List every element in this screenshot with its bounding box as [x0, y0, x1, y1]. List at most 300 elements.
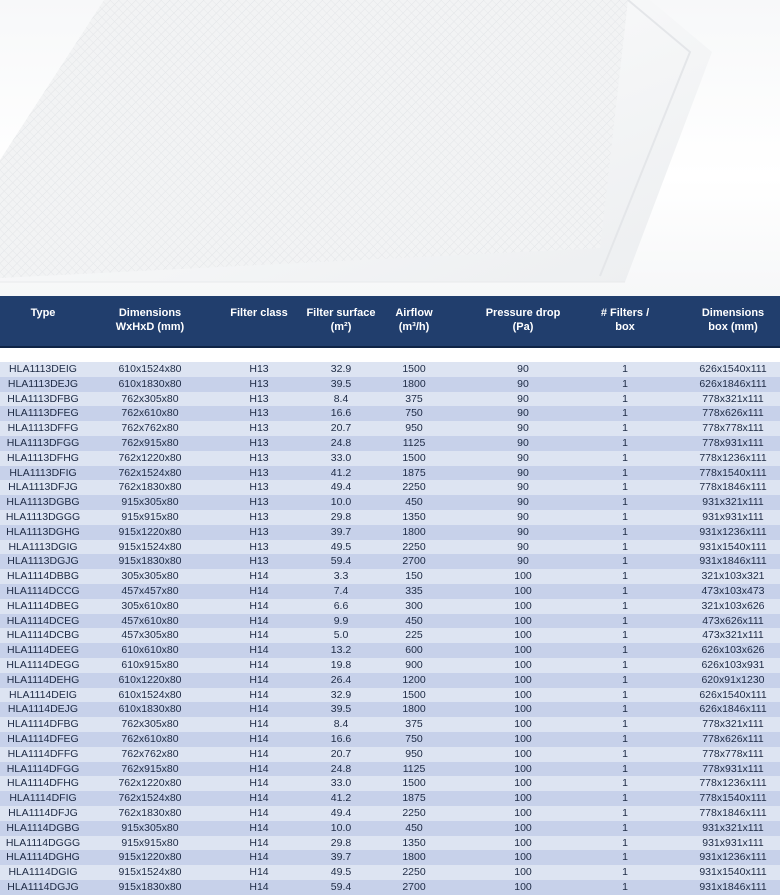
table-row [0, 466, 780, 481]
cell-pressure-drop: 100 [514, 629, 532, 642]
cell-type: HLA1114DBEG [7, 599, 79, 612]
cell-type: HLA1114DGJG [7, 880, 79, 893]
cell-airflow: 2250 [402, 806, 426, 819]
cell-dimensions-box: 778x626x111 [702, 407, 764, 420]
cell-filter-surface: 7.4 [333, 584, 349, 597]
cell-filter-class: H14 [249, 703, 269, 716]
cell-filter-surface: 13.2 [330, 644, 352, 657]
cell-dimensions-box: 931x1540x111 [699, 866, 767, 879]
cell-pressure-drop: 90 [517, 363, 529, 375]
cell-pressure-drop: 90 [517, 510, 529, 523]
table-row [0, 747, 780, 762]
cell-filters-per-box: 1 [622, 747, 628, 760]
cell-filters-per-box: 1 [622, 718, 628, 731]
cell-dimensions-box: 626x103x626 [701, 644, 765, 657]
table-row [0, 614, 780, 629]
cell-filters-per-box: 1 [622, 481, 628, 494]
cell-pressure-drop: 90 [517, 422, 529, 435]
cell-filters-per-box: 1 [622, 407, 628, 420]
cell-type: HLA1113DFBG [7, 392, 79, 405]
cell-type: HLA1113DFEG [7, 407, 79, 420]
cell-filters-per-box: 1 [622, 880, 628, 893]
cell-filter-surface: 39.7 [330, 525, 352, 538]
table-row [0, 643, 780, 658]
cell-airflow: 1500 [402, 688, 426, 701]
hepa-filter-panel-icon [0, 0, 780, 296]
cell-pressure-drop: 90 [517, 451, 529, 464]
table-row [0, 658, 780, 673]
cell-filters-per-box: 1 [622, 777, 628, 790]
cell-filter-surface: 8.4 [333, 392, 349, 405]
cell-dimensions: 610x1830x80 [118, 703, 182, 716]
cell-filter-class: H14 [249, 747, 269, 760]
cell-dimensions-box: 931x321x111 [702, 821, 764, 834]
cell-filter-surface: 24.8 [330, 436, 352, 449]
cell-dimensions-box: 778x321x111 [702, 718, 764, 731]
cell-dimensions: 915x1524x80 [118, 866, 182, 879]
cell-type: HLA1114DGGG [5, 836, 81, 849]
cell-dimensions-box: 778x1236x111 [699, 777, 767, 790]
cell-filter-class: H14 [249, 658, 269, 671]
cell-filter-surface: 32.9 [330, 363, 352, 375]
cell-type: HLA1114DFGG [6, 762, 80, 775]
cell-dimensions: 915x1830x80 [118, 880, 182, 893]
cell-dimensions-box: 778x1846x111 [699, 481, 767, 494]
cell-type: HLA1114DFHG [7, 777, 79, 790]
cell-filters-per-box: 1 [622, 392, 628, 405]
cell-dimensions: 762x305x80 [121, 718, 179, 731]
table-row [0, 377, 780, 392]
header-airflow: Airflow (m³/h) [395, 307, 433, 333]
cell-type: HLA1114DEHG [6, 673, 80, 686]
cell-dimensions: 457x305x80 [121, 629, 179, 642]
cell-dimensions: 610x1220x80 [118, 673, 182, 686]
cell-type: HLA1114DGBG [6, 821, 80, 834]
cell-filter-surface: 49.5 [330, 866, 352, 879]
cell-filter-surface: 16.6 [330, 407, 352, 420]
cell-pressure-drop: 100 [514, 658, 532, 671]
cell-filters-per-box: 1 [622, 363, 628, 375]
cell-type: HLA1113DGHG [6, 525, 80, 538]
cell-filter-surface: 26.4 [330, 673, 352, 686]
cell-pressure-drop: 90 [517, 496, 529, 509]
cell-dimensions: 610x610x80 [121, 644, 179, 657]
cell-filters-per-box: 1 [622, 851, 628, 864]
cell-filter-class: H14 [249, 688, 269, 701]
cell-dimensions-box: 778x778x111 [702, 747, 764, 760]
cell-dimensions: 915x915x80 [121, 510, 179, 523]
cell-filter-surface: 59.4 [330, 880, 352, 893]
cell-dimensions: 915x1220x80 [118, 851, 182, 864]
header-filter-class: Filter class [230, 307, 288, 319]
table-row [0, 673, 780, 688]
cell-filters-per-box: 1 [622, 570, 628, 583]
cell-filter-surface: 59.4 [330, 555, 352, 568]
cell-pressure-drop: 90 [517, 392, 529, 405]
cell-airflow: 450 [405, 821, 423, 834]
cell-dimensions: 610x1524x80 [118, 688, 182, 701]
cell-airflow: 1500 [402, 777, 426, 790]
header-type: Type [30, 307, 56, 319]
table-row [0, 821, 780, 836]
cell-pressure-drop: 100 [514, 688, 532, 701]
cell-dimensions: 915x1830x80 [118, 555, 182, 568]
cell-type: HLA1114DBBG [7, 570, 79, 583]
cell-dimensions-box: 931x1846x111 [699, 555, 767, 568]
cell-filters-per-box: 1 [622, 732, 628, 745]
cell-filter-class: H14 [249, 866, 269, 879]
cell-dimensions-box: 778x626x111 [702, 732, 764, 745]
cell-pressure-drop: 100 [514, 570, 532, 583]
cell-dimensions-box: 931x1236x111 [699, 525, 767, 538]
table-row [0, 569, 780, 584]
cell-dimensions: 762x1524x80 [118, 466, 182, 479]
table-row [0, 702, 780, 717]
cell-airflow: 1500 [402, 451, 426, 464]
cell-type: HLA1114DEGG [6, 658, 80, 671]
cell-airflow: 1125 [402, 762, 426, 775]
cell-filter-class: H14 [249, 762, 269, 775]
cell-filters-per-box: 1 [622, 673, 628, 686]
cell-filter-surface: 29.8 [330, 510, 352, 523]
cell-filter-surface: 39.7 [330, 851, 352, 864]
cell-pressure-drop: 100 [514, 866, 532, 879]
product-image [0, 0, 780, 296]
cell-dimensions-box: 931x931x111 [702, 510, 764, 523]
cell-dimensions-box: 931x931x111 [702, 836, 764, 849]
cell-filter-surface: 8.4 [333, 718, 349, 731]
cell-filters-per-box: 1 [622, 584, 628, 597]
cell-filter-surface: 41.2 [330, 792, 352, 805]
cell-filter-class: H14 [249, 718, 269, 731]
cell-airflow: 750 [405, 732, 423, 745]
cell-filters-per-box: 1 [622, 866, 628, 879]
cell-filter-class: H13 [249, 466, 269, 479]
cell-filter-surface: 29.8 [330, 836, 352, 849]
cell-filter-surface: 32.9 [330, 688, 352, 701]
cell-filters-per-box: 1 [622, 629, 628, 642]
cell-pressure-drop: 100 [514, 762, 532, 775]
cell-type: HLA1114DGHG [6, 851, 80, 864]
cell-filters-per-box: 1 [622, 836, 628, 849]
table-row [0, 421, 780, 436]
cell-dimensions-box: 778x931x111 [702, 762, 764, 775]
table-row [0, 540, 780, 555]
cell-dimensions: 610x1830x80 [118, 377, 182, 390]
cell-pressure-drop: 100 [514, 880, 532, 893]
cell-dimensions: 762x610x80 [121, 732, 179, 745]
table-row [0, 688, 780, 703]
cell-dimensions-box: 626x103x931 [701, 658, 765, 671]
cell-airflow: 1800 [402, 377, 426, 390]
cell-dimensions-box: 473x321x111 [702, 629, 764, 642]
cell-dimensions: 457x610x80 [121, 614, 179, 627]
cell-airflow: 950 [405, 747, 423, 760]
cell-dimensions: 762x1524x80 [118, 792, 182, 805]
cell-airflow: 2250 [402, 866, 426, 879]
cell-dimensions-box: 473x626x111 [702, 614, 764, 627]
cell-type: HLA1113DFHG [7, 451, 79, 464]
cell-airflow: 950 [405, 422, 423, 435]
cell-filters-per-box: 1 [622, 762, 628, 775]
table-row [0, 836, 780, 851]
cell-airflow: 225 [405, 629, 423, 642]
cell-dimensions-box: 931x1540x111 [699, 540, 767, 553]
cell-filters-per-box: 1 [622, 451, 628, 464]
cell-filter-class: H13 [249, 377, 269, 390]
cell-dimensions-box: 321x103x321 [701, 570, 765, 583]
cell-type: HLA1113DEJG [7, 377, 79, 390]
cell-pressure-drop: 100 [514, 614, 532, 627]
cell-airflow: 1200 [402, 673, 426, 686]
cell-pressure-drop: 90 [517, 377, 529, 390]
cell-dimensions: 762x1830x80 [118, 806, 182, 819]
cell-filter-class: H14 [249, 806, 269, 819]
cell-dimensions: 915x305x80 [121, 496, 179, 509]
cell-airflow: 1500 [402, 363, 426, 375]
cell-filter-class: H13 [249, 496, 269, 509]
cell-filter-class: H13 [249, 436, 269, 449]
cell-type: HLA1114DEEG [7, 644, 79, 657]
cell-filter-class: H13 [249, 540, 269, 553]
header-dimensions: Dimensions WxHxD (mm) [115, 307, 185, 333]
cell-pressure-drop: 100 [514, 806, 532, 819]
cell-filters-per-box: 1 [622, 466, 628, 479]
cell-airflow: 2700 [402, 880, 426, 893]
cell-type: HLA1114DEJG [7, 703, 79, 716]
cell-airflow: 600 [405, 644, 423, 657]
cell-airflow: 450 [405, 614, 423, 627]
cell-dimensions: 915x1524x80 [118, 540, 182, 553]
cell-filter-surface: 19.8 [330, 658, 352, 671]
cell-dimensions-box: 620x91x1230 [701, 673, 765, 686]
cell-pressure-drop: 100 [514, 836, 532, 849]
cell-dimensions-box: 778x1236x111 [699, 451, 767, 464]
cell-filters-per-box: 1 [622, 555, 628, 568]
table-row [0, 362, 780, 377]
cell-dimensions: 762x1220x80 [118, 451, 182, 464]
table-header [0, 296, 780, 348]
cell-type: HLA1113DFFG [7, 422, 79, 435]
cell-dimensions: 762x915x80 [121, 436, 179, 449]
cell-pressure-drop: 100 [514, 851, 532, 864]
cell-filters-per-box: 1 [622, 703, 628, 716]
cell-dimensions: 762x762x80 [121, 747, 179, 760]
table-row [0, 436, 780, 451]
cell-airflow: 2250 [402, 540, 426, 553]
cell-type: HLA1113DFGG [6, 436, 80, 449]
cell-filter-surface: 20.7 [330, 422, 352, 435]
cell-type: HLA1113DFIG [9, 466, 77, 479]
cell-filter-class: H14 [249, 644, 269, 657]
cell-filters-per-box: 1 [622, 510, 628, 523]
cell-dimensions-box: 778x1846x111 [699, 806, 767, 819]
cell-filter-class: H13 [249, 510, 269, 523]
cell-pressure-drop: 90 [517, 407, 529, 420]
cell-filters-per-box: 1 [622, 688, 628, 701]
cell-dimensions: 915x305x80 [121, 821, 179, 834]
cell-airflow: 1800 [402, 525, 426, 538]
table-row [0, 554, 780, 569]
table-row [0, 495, 780, 510]
cell-filter-class: H14 [249, 880, 269, 893]
cell-filter-surface: 49.5 [330, 540, 352, 553]
table-spacer [0, 348, 780, 362]
table-row [0, 510, 780, 525]
cell-filter-surface: 5.0 [333, 629, 349, 642]
cell-airflow: 335 [405, 584, 423, 597]
cell-filter-surface: 9.9 [333, 614, 349, 627]
cell-filter-surface: 10.0 [330, 821, 352, 834]
cell-filter-class: H14 [249, 851, 269, 864]
table-row [0, 392, 780, 407]
cell-dimensions: 610x915x80 [121, 658, 179, 671]
cell-filter-surface: 41.2 [330, 466, 352, 479]
cell-airflow: 375 [405, 392, 423, 405]
cell-filter-class: H14 [249, 599, 269, 612]
cell-filter-surface: 39.5 [330, 703, 352, 716]
cell-pressure-drop: 90 [517, 555, 529, 568]
table-row [0, 717, 780, 732]
cell-filter-class: H14 [249, 673, 269, 686]
cell-dimensions: 762x610x80 [121, 407, 179, 420]
cell-filter-class: H13 [249, 451, 269, 464]
cell-filters-per-box: 1 [622, 436, 628, 449]
cell-filters-per-box: 1 [622, 540, 628, 553]
cell-dimensions: 762x1220x80 [118, 777, 182, 790]
cell-pressure-drop: 100 [514, 644, 532, 657]
header-dimensions-box: Dimensions box (mm) [701, 307, 765, 333]
cell-filter-class: H14 [249, 792, 269, 805]
cell-type: HLA1114DGIG [8, 866, 78, 879]
cell-dimensions-box: 931x1236x111 [699, 851, 767, 864]
cell-dimensions: 915x1220x80 [118, 525, 182, 538]
cell-dimensions-box: 778x778x111 [702, 422, 764, 435]
cell-airflow: 2700 [402, 555, 426, 568]
cell-pressure-drop: 100 [514, 747, 532, 760]
cell-dimensions-box: 626x1540x111 [699, 363, 767, 375]
cell-dimensions-box: 626x1846x111 [699, 703, 767, 716]
cell-filters-per-box: 1 [622, 496, 628, 509]
cell-filters-per-box: 1 [622, 821, 628, 834]
cell-type: HLA1114DCEG [6, 614, 80, 627]
cell-pressure-drop: 100 [514, 673, 532, 686]
header-filters-per-box: # Filters / box [600, 307, 650, 333]
cell-filter-surface: 49.4 [330, 481, 352, 494]
cell-pressure-drop: 100 [514, 718, 532, 731]
cell-filter-class: H14 [249, 584, 269, 597]
cell-filter-class: H13 [249, 407, 269, 420]
cell-filter-class: H13 [249, 363, 269, 375]
cell-dimensions: 762x1830x80 [118, 481, 182, 494]
cell-pressure-drop: 100 [514, 821, 532, 834]
cell-filter-class: H13 [249, 481, 269, 494]
cell-filters-per-box: 1 [622, 658, 628, 671]
cell-pressure-drop: 90 [517, 525, 529, 538]
cell-type: HLA1114DFEG [7, 732, 79, 745]
cell-airflow: 1875 [402, 466, 426, 479]
cell-dimensions-box: 778x1540x111 [699, 466, 767, 479]
table-row [0, 406, 780, 421]
cell-filter-surface: 33.0 [330, 777, 352, 790]
cell-filters-per-box: 1 [622, 599, 628, 612]
cell-dimensions-box: 931x1846x111 [699, 880, 767, 893]
cell-filter-surface: 6.6 [333, 599, 349, 612]
cell-type: HLA1114DCBG [6, 629, 80, 642]
table-row [0, 480, 780, 495]
cell-airflow: 150 [405, 570, 423, 583]
cell-dimensions-box: 626x1846x111 [699, 377, 767, 390]
cell-type: HLA1113DEIG [9, 363, 77, 375]
cell-dimensions-box: 626x1540x111 [699, 688, 767, 701]
table-row [0, 776, 780, 791]
cell-type: HLA1114DFFG [7, 747, 79, 760]
cell-airflow: 2250 [402, 481, 426, 494]
cell-dimensions: 457x457x80 [121, 584, 179, 597]
cell-filter-class: H14 [249, 570, 269, 583]
cell-filter-class: H13 [249, 555, 269, 568]
cell-pressure-drop: 90 [517, 481, 529, 494]
cell-dimensions: 762x305x80 [121, 392, 179, 405]
cell-filters-per-box: 1 [622, 806, 628, 819]
table-row [0, 732, 780, 747]
cell-filter-class: H14 [249, 629, 269, 642]
cell-type: HLA1113DGBG [6, 496, 80, 509]
cell-airflow: 1875 [402, 792, 426, 805]
cell-filter-class: H13 [249, 422, 269, 435]
cell-dimensions-box: 778x931x111 [702, 436, 764, 449]
cell-airflow: 1350 [402, 510, 426, 523]
cell-filter-class: H14 [249, 777, 269, 790]
cell-filters-per-box: 1 [622, 525, 628, 538]
table-row [0, 865, 780, 880]
cell-pressure-drop: 90 [517, 436, 529, 449]
cell-filters-per-box: 1 [622, 644, 628, 657]
cell-airflow: 750 [405, 407, 423, 420]
cell-filter-surface: 10.0 [330, 496, 352, 509]
cell-filter-surface: 20.7 [330, 747, 352, 760]
cell-filters-per-box: 1 [622, 792, 628, 805]
cell-type: HLA1113DFJG [8, 481, 78, 494]
cell-pressure-drop: 90 [517, 540, 529, 553]
cell-airflow: 1350 [402, 836, 426, 849]
cell-filter-surface: 16.6 [330, 732, 352, 745]
cell-type: HLA1113DGJG [7, 555, 79, 568]
cell-dimensions: 762x762x80 [121, 422, 179, 435]
header-filter-surface: Filter surface (m²) [306, 307, 376, 333]
header-pressure-drop: Pressure drop (Pa) [485, 307, 561, 333]
cell-pressure-drop: 100 [514, 777, 532, 790]
table-row [0, 525, 780, 540]
cell-dimensions: 610x1524x80 [118, 363, 182, 375]
table-row [0, 880, 780, 895]
cell-dimensions: 305x305x80 [121, 570, 179, 583]
cell-dimensions-box: 778x321x111 [702, 392, 764, 405]
cell-dimensions: 915x915x80 [121, 836, 179, 849]
table-row [0, 628, 780, 643]
table-row [0, 599, 780, 614]
table-body [0, 362, 780, 895]
cell-dimensions: 305x610x80 [121, 599, 179, 612]
cell-airflow: 300 [405, 599, 423, 612]
table-row [0, 762, 780, 777]
cell-filter-class: H14 [249, 821, 269, 834]
cell-filter-class: H14 [249, 614, 269, 627]
cell-type: HLA1114DFBG [7, 718, 79, 731]
cell-filter-surface: 49.4 [330, 806, 352, 819]
cell-type: HLA1113DGIG [8, 540, 78, 553]
cell-pressure-drop: 100 [514, 732, 532, 745]
